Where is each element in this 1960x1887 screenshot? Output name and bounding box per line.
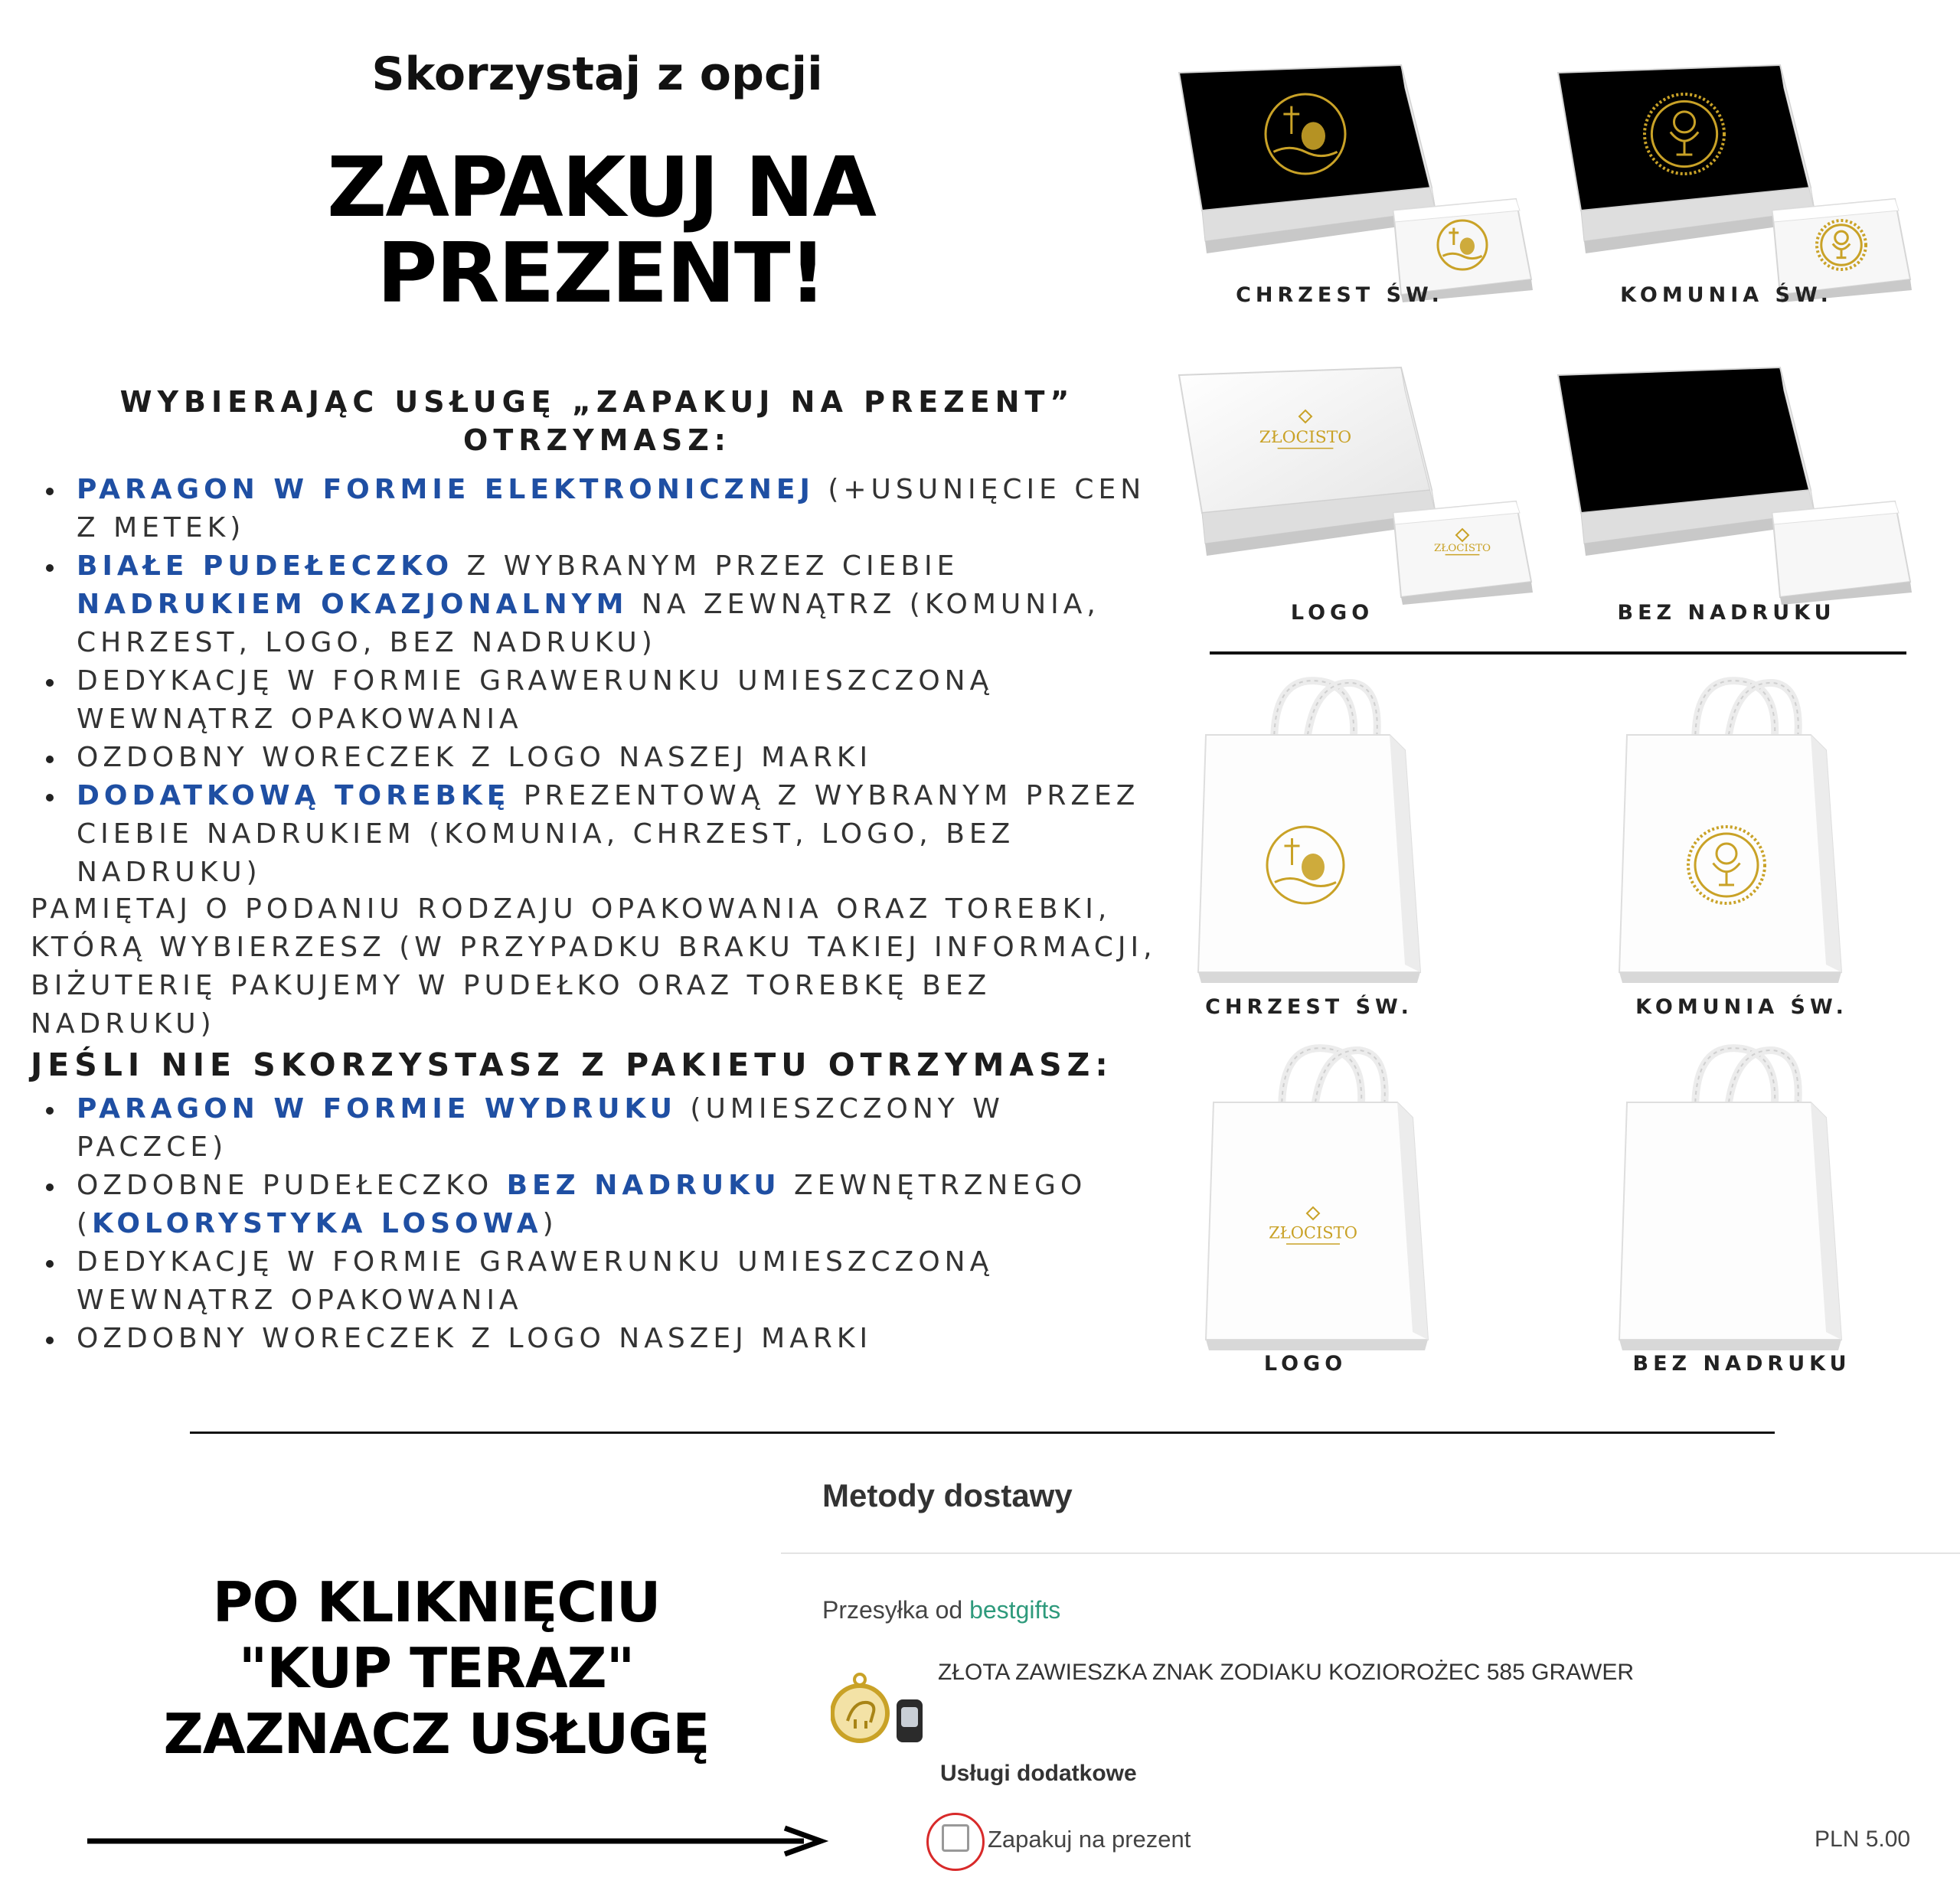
promo-kicker: Skorzystaj z opcji [371, 47, 823, 101]
choose-heading-line-1: WYBIERAJĄC USŁUGĘ „ZAPAKUJ NA PREZENT” [119, 385, 1075, 419]
headline-line-2: PREZENT! [377, 226, 825, 322]
list-item: OZDOBNY WORECZEK Z LOGO NASZEJ MARKI [31, 1320, 1164, 1358]
gift-box-label: BEZ NADRUKU [1617, 601, 1836, 625]
delivery-methods-title: Metody dostawy [822, 1477, 1073, 1513]
cta-line-1: PO KLIKNIĘCIU [212, 1570, 661, 1634]
additional-services-title: Usługi dodatkowe [940, 1761, 1137, 1786]
seller-link[interactable]: bestgifts [969, 1596, 1061, 1624]
gift-wrap-checkbox[interactable] [942, 1824, 969, 1852]
list-item: PARAGON W FORMIE ELEKTRONICZNEJ (+USUNIĘCIE CEN Z METEK) [31, 471, 1164, 547]
benefits-list [31, 471, 1164, 892]
gallery-divider [1210, 651, 1906, 655]
section-divider [190, 1432, 1775, 1434]
gift-bag-label: CHRZEST ŚW. [1205, 995, 1413, 1019]
headline-line-1: ZAPAKUJ NA [327, 140, 875, 236]
svg-text:ZŁOCISTO: ZŁOCISTO [1433, 542, 1491, 554]
cta-line-2: "KUP TERAZ" [238, 1636, 635, 1700]
shipper-prefix: Przesyłka od [822, 1596, 970, 1624]
gift-box-option [1171, 57, 1554, 302]
product-name: ZŁOTA ZAWIESZKA ZNAK ZODIAKU KOZIOROŻEC 585 GRAWER [938, 1660, 1635, 1685]
list-item: DEDYKACJĘ W FORMIE GRAWERUNKU UMIESZCZONĄ WEWNĄTRZ OPAKOWANIA [31, 1243, 1164, 1320]
gift-box-option [1171, 360, 1554, 605]
gift-bag-option [1198, 1041, 1443, 1363]
without-package-list [31, 1090, 1164, 1358]
cta-line-3: ZAZNACZ USŁUGĘ [163, 1702, 710, 1766]
list-item: OZDOBNY WORECZEK Z LOGO NASZEJ MARKI [31, 739, 1164, 777]
packaging-note: PAMIĘTAJ O PODANIU RODZAJU OPAKOWANIA ORAZ TOREBKI, KTÓRĄ WYBIERZESZ (W PRZYPADKU BRAKU TAKIEJ INFORMACJI, BIŻUTERIĘ PAKUJEMY W PUDEŁKO ORAZ TOREBKĘ BEZ NADRUKU) [31, 893, 1157, 1040]
gift-bag-option [1612, 674, 1857, 995]
gift-box-option [1550, 360, 1933, 605]
choose-heading-line-2: OTRZYMASZ: [463, 423, 731, 457]
gift-bag-option [1191, 674, 1436, 995]
without-package-heading: JEŚLI NIE SKORZYSTASZ Z PAKIETU OTRZYMASZ: [31, 1046, 1113, 1083]
shipper-line [822, 1596, 1060, 1624]
gift-wrap-label[interactable]: Zapakuj na prezent [988, 1826, 1191, 1853]
panel-divider [781, 1552, 1960, 1554]
gift-bag-option [1612, 1041, 1857, 1363]
svg-text:ZŁOCISTO: ZŁOCISTO [1259, 427, 1352, 447]
svg-text:ZŁOCISTO: ZŁOCISTO [1269, 1223, 1357, 1242]
cta-instruction [100, 1569, 773, 1767]
gift-bag-label: BEZ NADRUKU [1632, 1352, 1851, 1376]
list-item: PARAGON W FORMIE WYDRUKU (UMIESZCZONY W PACZCE) [31, 1090, 1164, 1167]
promo-headline [0, 140, 1202, 322]
product-thumbnail[interactable] [831, 1669, 930, 1753]
list-item: BIAŁE PUDEŁECZKO Z WYBRANYM PRZEZ CIEBIE NADRUKIEM OKAZJONALNYM NA ZEWNĄTRZ (KOMUNIA, CHRZEST, LOGO, BEZ NADRUKU) [31, 547, 1164, 662]
list-item: DEDYKACJĘ W FORMIE GRAWERUNKU UMIESZCZONĄ WEWNĄTRZ OPAKOWANIA [31, 662, 1164, 739]
choose-heading [46, 383, 1148, 459]
gift-bag-label: KOMUNIA ŚW. [1635, 995, 1848, 1019]
gift-box-label: KOMUNIA ŚW. [1620, 283, 1833, 307]
gift-box-label: CHRZEST ŚW. [1236, 283, 1444, 307]
gift-box-option [1550, 57, 1933, 302]
list-item: DODATKOWĄ TOREBKĘ PREZENTOWĄ Z WYBRANYM PRZEZ CIEBIE NADRUKIEM (KOMUNIA, CHRZEST, LOGO, BEZ NADRUKU) [31, 777, 1164, 892]
gift-bag-label: LOGO [1263, 1352, 1348, 1376]
list-item: OZDOBNE PUDEŁECZKO BEZ NADRUKU ZEWNĘTRZNEGO (KOLORYSTYKA LOSOWA) [31, 1167, 1164, 1243]
gift-wrap-price: PLN 5.00 [1815, 1827, 1911, 1852]
arrow-right-icon [84, 1822, 831, 1860]
gift-box-label: LOGO [1290, 601, 1374, 625]
